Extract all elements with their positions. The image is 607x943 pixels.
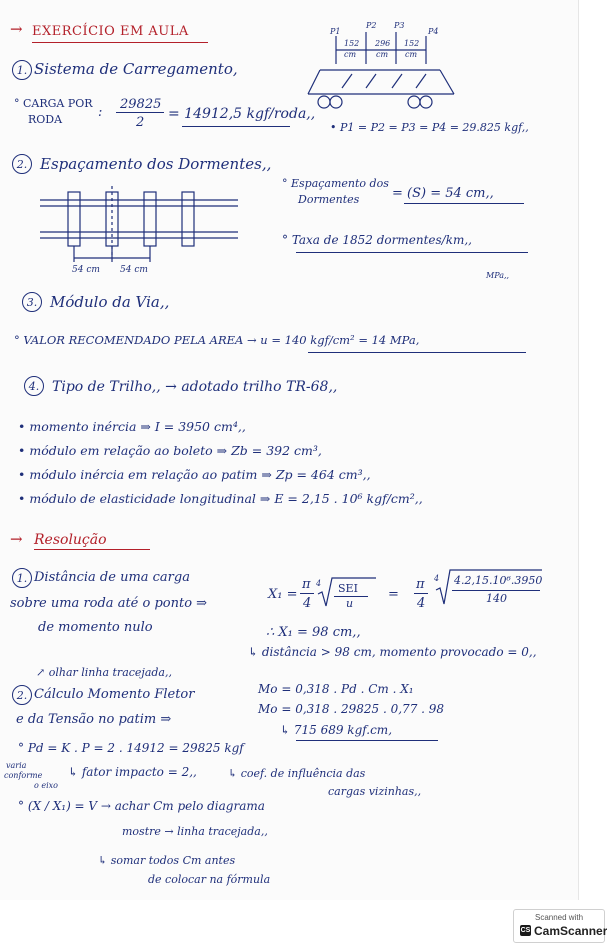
section-4-number: 4. (24, 376, 44, 396)
s1-carga-label-1: ° CARGA POR (14, 97, 93, 110)
section-1-number: 1. (12, 60, 32, 80)
s2-taxa: ° Taxa de 1852 dormentes/km,, (282, 233, 472, 247)
r1-frac-bar (452, 590, 540, 591)
s1-frac-den: 2 (136, 115, 145, 130)
s1-frac-num: 29825 (120, 97, 162, 112)
r1-note: ↳ distância > 98 cm, momento provocado = 0,, (248, 645, 537, 659)
p-label-2: P2 (366, 21, 377, 30)
s3-note: MPa,, (486, 271, 510, 280)
r2-somar-2: de colocar na fórmula (148, 873, 271, 886)
r1-pi: π (302, 577, 311, 592)
dim-unit-2: cm (376, 50, 389, 59)
r2-varia-2: conforme (4, 771, 43, 780)
r1-result: ∴ X₁ = 98 cm,, (266, 625, 361, 640)
r1-pi-bar (300, 593, 314, 594)
r2-xx-line: ° (X / X₁) = V → achar Cm pelo diagrama (18, 799, 265, 813)
r2-mostre: mostre → linha tracejada,, (122, 825, 268, 838)
s1-result-underline (182, 126, 290, 127)
s4-item-1: • momento inércia ⇒ I = 3950 cm⁴,, (18, 419, 246, 434)
r2-pd: ° Pd = K . P = 2 . 14912 = 29825 kgf (18, 741, 244, 755)
dim-3: 152 (404, 39, 420, 48)
s3-underline (308, 352, 526, 353)
r1-u: u (346, 597, 354, 610)
s2-taxa-underline (296, 252, 528, 253)
r1-pi-bar-2 (414, 593, 428, 594)
s4-item-2: • módulo em relação ao boleto ⇒ Zb = 392 cm³, (18, 443, 322, 458)
s4-item-4: • módulo de elasticidade longitudinal ⇒ E = 2,15 . 10⁶ kgf/cm²,, (18, 491, 423, 506)
s1-carga-label-2: RODA (28, 113, 63, 126)
s1-p-equal: • P1 = P2 = P3 = P4 = 29.825 kgf,, (330, 121, 529, 134)
r1-x1-lhs: X₁ = (268, 587, 298, 602)
s4-item-3: • módulo inércia em relação ao patim ⇒ Zp = 464 cm³,, (18, 467, 371, 482)
r1-number: 1. (12, 568, 32, 588)
section-3-number: 3. (22, 292, 42, 312)
title-arrow: → (10, 20, 23, 38)
s1-heading: Sistema de Carregamento, (34, 60, 238, 78)
r1-four: 4 (303, 596, 312, 611)
s2-dim-a: 54 cm (72, 265, 100, 275)
p-label-1: P1 (330, 27, 341, 36)
r2-line-1: Cálculo Momento Fletor (34, 687, 195, 702)
s2-esp-underline (404, 203, 524, 204)
dim-1: 152 (344, 39, 360, 48)
watermark-brand-text: CamScanner (534, 924, 607, 938)
dim-unit-3: cm (405, 50, 418, 59)
r2-note-top: ↗ olhar linha tracejada,, (36, 666, 172, 679)
s4-heading: Tipo de Trilho,, → adotado trilho TR-68,, (52, 379, 338, 395)
s2-heading: Espaçamento dos Dormentes,, (40, 155, 272, 173)
s2-esp-2: Dormentes (298, 193, 360, 206)
r2-varia-3: o eixo (34, 781, 58, 790)
dim-unit-1: cm (344, 50, 357, 59)
s2-esp-value: = (S) = 54 cm,, (392, 186, 494, 201)
truck-diagram (300, 28, 460, 118)
r1-sei: SEI (338, 582, 358, 595)
s1-colon: : (98, 105, 103, 120)
s2-esp-1: ° Espaçamento dos (282, 177, 389, 190)
r2-varia-1: varia (6, 761, 27, 770)
r2-mo-3: ↳ 715 689 kgf.cm, (280, 723, 393, 737)
r2-mo-2: Mo = 0,318 . 29825 . 0,77 . 98 (258, 702, 445, 716)
r1-pi-2: π (416, 577, 425, 592)
title-underline (32, 42, 208, 43)
r1-line-1: Distância de uma carga (34, 570, 190, 585)
r2-somar-1: ↳ somar todos Cm antes (98, 854, 236, 867)
p-label-3: P3 (394, 21, 405, 30)
s2-dim-b: 54 cm (120, 265, 148, 275)
camscanner-watermark (513, 909, 605, 943)
watermark-scanned-text: Scanned with (534, 913, 584, 922)
r2-mo-underline (296, 740, 438, 741)
s1-frac-bar (116, 112, 164, 113)
r1-denominator: 140 (486, 592, 507, 605)
r1-root-index: 4 (316, 579, 322, 588)
p-label-4: P4 (428, 27, 439, 36)
r2-fator: ↳ fator impacto = 2,, (68, 765, 197, 779)
r2-line-2: e da Tensão no patim ⇒ (16, 712, 172, 727)
dim-2: 296 (375, 39, 391, 48)
r1-line-2: sobre uma roda até o ponto ⇒ (10, 596, 208, 611)
r2-number: 2. (12, 685, 32, 705)
r2-coef-1: ↳ coef. de influência das (228, 767, 366, 780)
r1-four-2: 4 (417, 596, 426, 611)
r2-mo-1: Mo = 0,318 . Pd . Cm . X₁ (258, 682, 414, 696)
resolucao-text: Resolução (34, 532, 107, 548)
s3-heading: Módulo da Via,, (50, 293, 170, 311)
title-text: EXERCÍCIO EM AULA (32, 24, 189, 39)
resolucao-arrow: → (10, 530, 23, 548)
r1-root-index-2: 4 (434, 574, 440, 583)
s1-result: = 14912,5 kgf/roda,, (168, 106, 316, 122)
resolucao-underline (34, 549, 150, 550)
r1-line-3: de momento nulo (38, 620, 153, 635)
section-2-number: 2. (12, 154, 32, 174)
camscanner-logo-icon: CS (520, 927, 531, 934)
r2-coef-2: cargas vizinhas,, (328, 785, 422, 798)
r1-numerator: 4.2,15.10⁶.3950 (454, 574, 543, 587)
s3-valor: ° VALOR RECOMENDADO PELA AREA → u = 140 kgf/cm² = 14 MPa, (14, 333, 420, 347)
r1-equals: = (388, 587, 399, 602)
